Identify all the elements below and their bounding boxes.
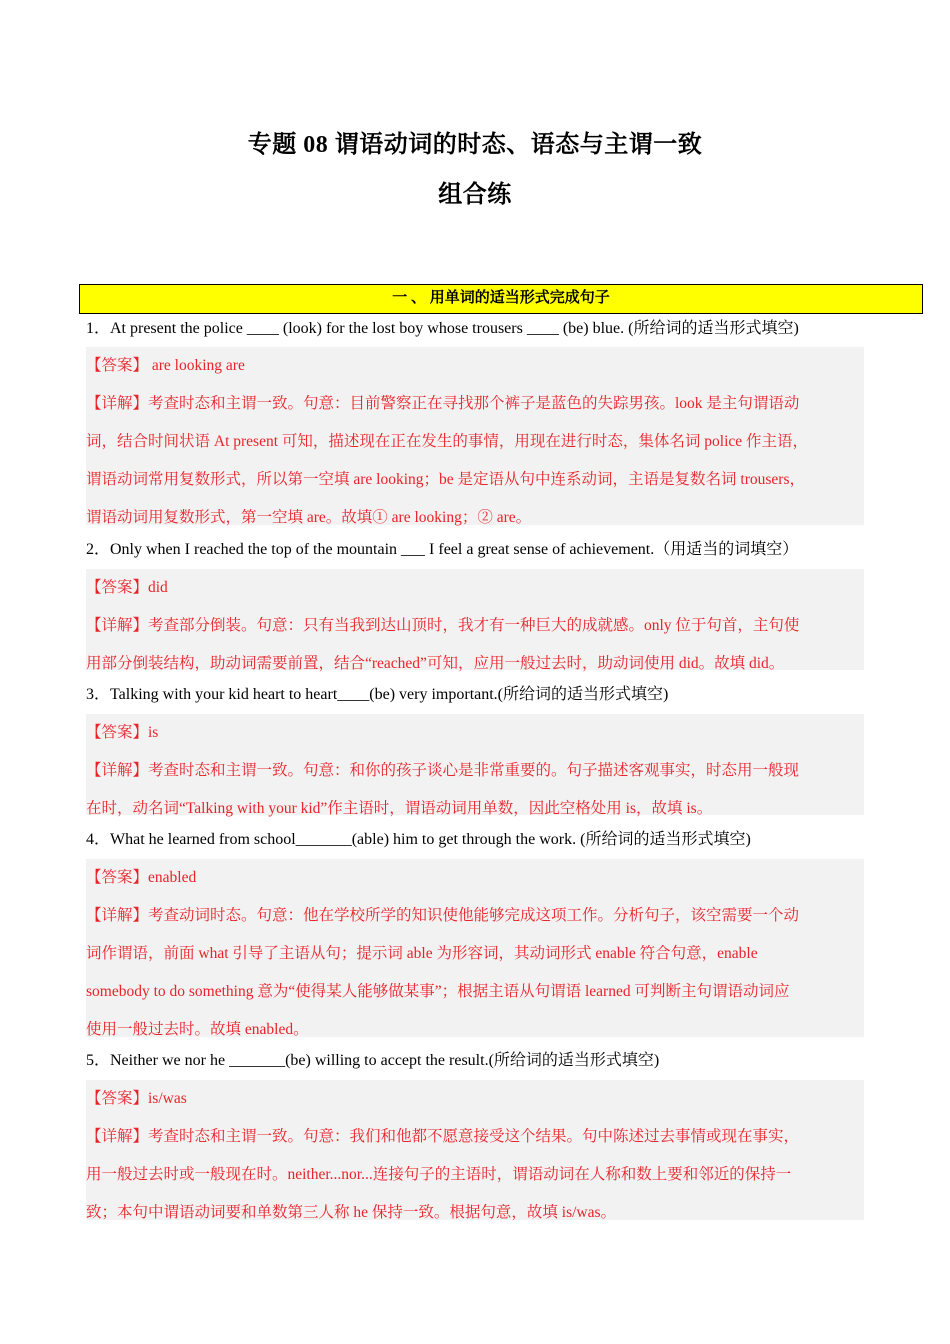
blank: ____ bbox=[337, 686, 370, 703]
answer-block-4 bbox=[86, 859, 864, 1037]
detail-line: 【详解】考查动词时态。句意：他在学校所学的知识使他能够完成这项工作。分析句子，该空需要一个动 bbox=[86, 907, 800, 924]
detail-line: 在时，动名词“Talking with your kid”作主语时，谓语动词用单数，因此空格处用 is，故填 is。 bbox=[86, 800, 713, 817]
detail-line: 谓语动词用复数形式，第一空填 are。故填① are looking；② are。 bbox=[86, 509, 532, 526]
question-2 bbox=[86, 539, 798, 561]
question-text: 1．At present the police bbox=[86, 320, 247, 337]
question-1 bbox=[86, 318, 799, 340]
blank: _______ bbox=[295, 831, 352, 848]
question-5 bbox=[86, 1050, 659, 1072]
detail-line: 【详解】考查时态和主谓一致。句意：我们和他都不愿意接受这个结果。句中陈述过去事情或现在事实， bbox=[86, 1128, 800, 1145]
detail-line: 【详解】考查时态和主谓一致。句意：目前警察正在寻找那个裤子是蓝色的失踪男孩。look 是主句谓语动 bbox=[86, 395, 800, 412]
answer-line: 【答案】is/was bbox=[86, 1090, 187, 1107]
blank: _______ bbox=[229, 1052, 286, 1069]
detail-line: 【详解】考查时态和主谓一致。句意：和你的孩子谈心是非常重要的。句子描述客观事实，时态用一般现 bbox=[86, 762, 800, 779]
blank: ____ bbox=[526, 320, 559, 337]
detail-line: 词，结合时间状语 At present 可知，描述现在正在发生的事情，用现在进行时态，集体名词 police 作主语， bbox=[86, 433, 809, 450]
question-3 bbox=[86, 684, 668, 706]
question-4 bbox=[86, 829, 751, 851]
answer-line: 【答案】is bbox=[86, 724, 159, 741]
question-text: (able) him to get through the work. (所给词的适当形式填空) bbox=[351, 831, 751, 848]
question-text: 3．Talking with your kid heart to heart bbox=[86, 686, 338, 703]
detail-line: 谓语动词常用复数形式，所以第一空填 are looking；be 是定语从句中连系动词，主语是复数名词 trousers， bbox=[86, 471, 805, 488]
detail-line: 【详解】考查部分倒装。句意：只有当我到达山顶时，我才有一种巨大的成就感。only 位于句首，主句使 bbox=[86, 617, 800, 634]
detail-line: 用部分倒装结构，助动词需要前置，结合“reached”可知，应用一般过去时，助动词使用 did。故填 did。 bbox=[86, 655, 785, 672]
detail-line: somebody to do something 意为“使得某人能够做某事”；根据主语从句谓语 learned 可判断主句谓语动词应 bbox=[86, 983, 790, 1000]
question-text: (look) for the lost boy whose trousers bbox=[278, 320, 527, 337]
question-text: 5．Neither we nor he bbox=[86, 1052, 230, 1069]
page-subtitle: 组合练 bbox=[438, 182, 512, 208]
detail-line: 致；本句中谓语动词要和单数第三人称 he 保持一致。根据句意，故填 is/was。 bbox=[86, 1204, 617, 1221]
blank: ___ bbox=[401, 541, 426, 558]
page-title: 专题 08 谓语动词的时态、语态与主谓一致 bbox=[247, 132, 703, 158]
answer-block-1 bbox=[86, 347, 864, 525]
answer-block-3 bbox=[86, 714, 864, 815]
answer-line: 【答案】did bbox=[86, 579, 168, 596]
answer-block-2 bbox=[86, 569, 864, 670]
question-text: I feel a great sense of achievement.（用适当的词填空） bbox=[425, 541, 799, 558]
answer-line: 【答案】 are looking are bbox=[86, 357, 245, 374]
answer-block-5 bbox=[86, 1080, 864, 1220]
section-header: 一 、 用单词的适当形式完成句子 bbox=[79, 284, 923, 314]
question-text: 4．What he learned from school bbox=[86, 831, 296, 848]
question-text: 2．Only when I reached the top of the mountain bbox=[86, 541, 402, 558]
detail-line: 词作谓语，前面 what 引导了主语从句；提示词 able 为形容词，其动词形式 enable 符合句意，enable bbox=[86, 945, 758, 962]
answer-line: 【答案】enabled bbox=[86, 869, 197, 886]
question-text: (be) blue. (所给词的适当形式填空) bbox=[558, 320, 799, 337]
question-text: (be) very important.(所给词的适当形式填空) bbox=[369, 686, 669, 703]
blank: ____ bbox=[246, 320, 279, 337]
question-text: (be) willing to accept the result.(所给词的适当形式填空) bbox=[285, 1052, 660, 1069]
detail-line: 用一般过去时或一般现在时。neither...nor...连接句子的主语时，谓语动词在人称和数上要和邻近的保持一 bbox=[86, 1166, 792, 1183]
detail-line: 使用一般过去时。故填 enabled。 bbox=[86, 1021, 309, 1038]
